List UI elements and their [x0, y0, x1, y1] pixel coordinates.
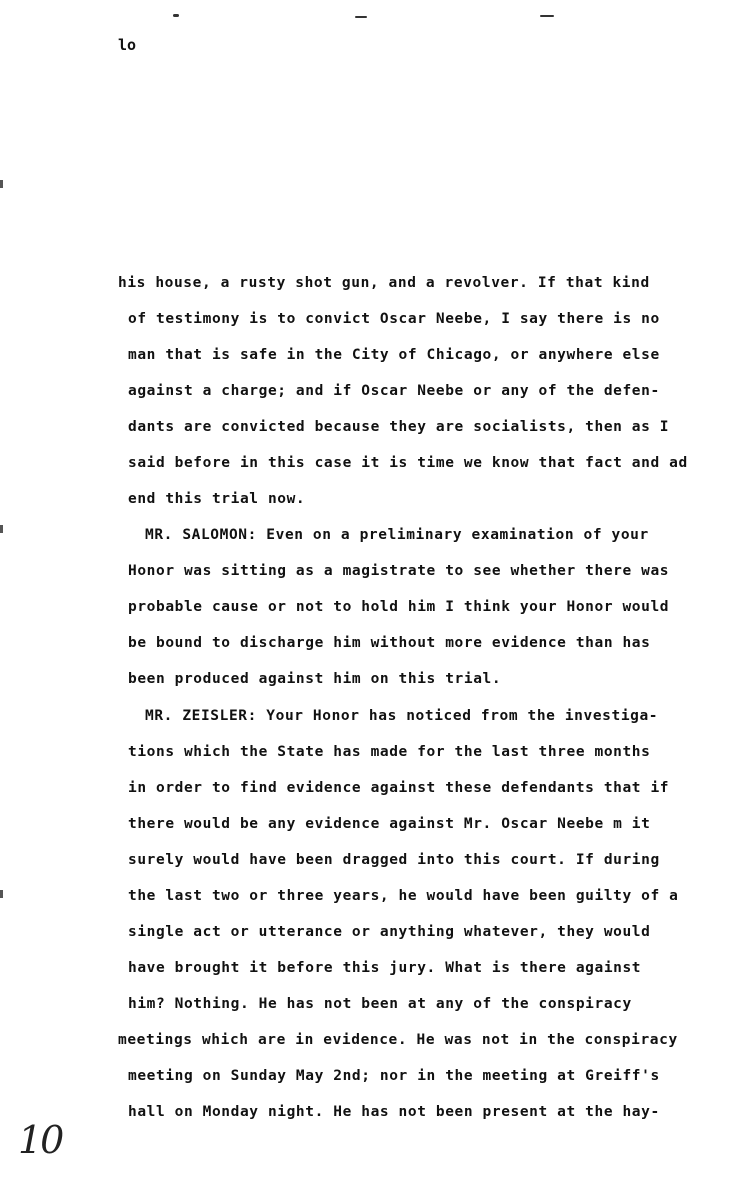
- text-line: meeting on Sunday May 2nd; nor in the meeting at Greiff's: [128, 1068, 660, 1084]
- text-line: hall on Monday night. He has not been present at the hay-: [128, 1104, 660, 1120]
- text-line: end this trial now.: [128, 491, 306, 507]
- text-line: the last two or three years, he would have been guilty of a: [128, 888, 679, 904]
- text-line: MR. ZEISLER: Your Honor has noticed from the investiga-: [145, 708, 659, 724]
- text-line: his house, a rusty shot gun, and a revolver. If that kind: [118, 275, 650, 291]
- speck: [173, 14, 179, 17]
- text-line: said before in this case it is time we know that fact and ad: [128, 455, 688, 471]
- text-line: surely would have been dragged into this court. If during: [128, 852, 660, 868]
- text-line: probable cause or not to hold him I think your Honor would: [128, 599, 670, 615]
- speck: [355, 16, 367, 18]
- text-line: man that is safe in the City of Chicago, or anywhere else: [128, 347, 660, 363]
- text-line: single act or utterance or anything whatever, they would: [128, 924, 651, 940]
- text-line: there would be any evidence against Mr. Oscar Neebe m it: [128, 816, 651, 832]
- text-line: against a charge; and if Oscar Neebe or any of the defen-: [128, 383, 660, 399]
- text-line: been produced against him on this trial.: [128, 671, 502, 687]
- text-line: Honor was sitting as a magistrate to see whether there was: [128, 563, 670, 579]
- text-line: tions which the State has made for the last three months: [128, 744, 651, 760]
- speck: [540, 15, 554, 17]
- text-line: meetings which are in evidence. He was not in the conspiracy: [118, 1032, 678, 1048]
- text-line: of testimony is to convict Oscar Neebe, I say there is no: [128, 311, 660, 327]
- text-line: have brought it before this jury. What is there against: [128, 960, 642, 976]
- text-line: in order to find evidence against these defendants that if: [128, 780, 670, 796]
- edge-mark: [0, 180, 3, 188]
- edge-mark: [0, 890, 3, 898]
- handwritten-page-number: 10: [18, 1118, 63, 1162]
- text-line: dants are convicted because they are socialists, then as I: [128, 419, 670, 435]
- edge-mark: [0, 525, 3, 533]
- page-number: lo: [118, 36, 137, 54]
- text-line: be bound to discharge him without more evidence than has: [128, 635, 651, 651]
- text-line: MR. SALOMON: Even on a preliminary examination of your: [145, 527, 649, 543]
- text-line: him? Nothing. He has not been at any of the conspiracy: [128, 996, 632, 1012]
